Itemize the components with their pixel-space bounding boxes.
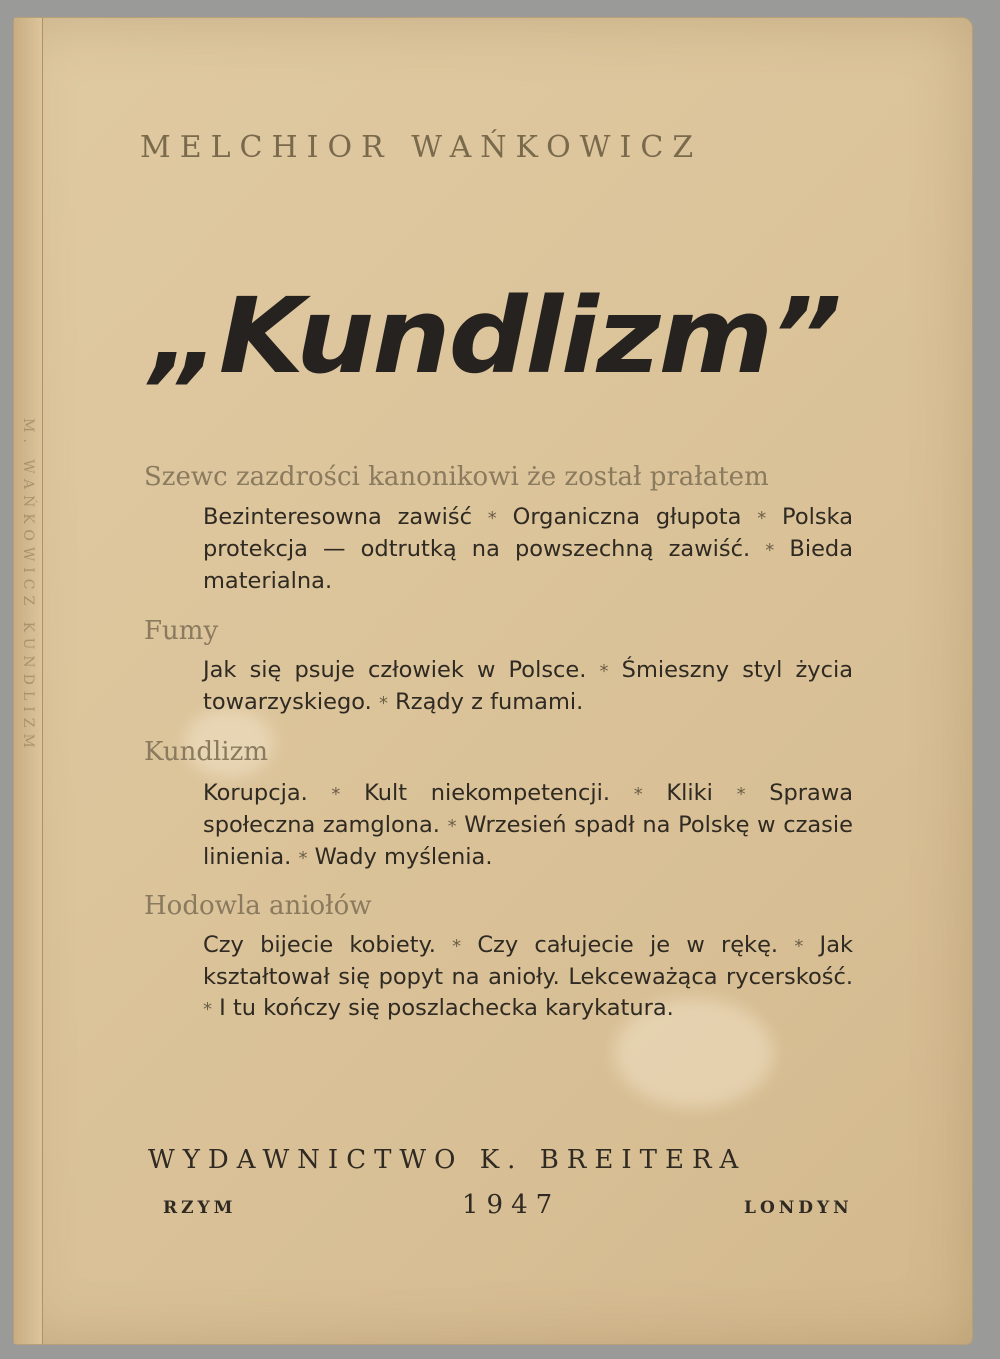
separator-star-icon: *	[378, 693, 388, 714]
svg-text:„Kundlizm”: „Kundlizm”	[145, 275, 840, 397]
section-heading-2: Fumy	[144, 616, 219, 646]
author-name: MELCHIOR WAŃKOWICZ	[140, 130, 703, 165]
section-body-4: Czy bijecie kobiety. * Czy całujecie je w rękę. * Jak kształtował się popyt na anioły. Lekceważąca rycerskość. * I tu kończy się poszlachecka karykatura.	[203, 932, 854, 1021]
section-body-1: Bezinteresowna zawiść * Organiczna głupota * Polska protekcja — odtrutką na powszechną zawiść. * Bieda materialna.	[203, 504, 853, 594]
separator-star-icon: *	[452, 936, 462, 957]
publication-year: 1947	[462, 1190, 561, 1220]
separator-star-icon: *	[633, 784, 643, 805]
spine-text: M. WAŃKOWICZ KUNDLIZM	[20, 418, 36, 754]
separator-star-icon: *	[203, 999, 212, 1020]
book-spine	[14, 18, 43, 1344]
place-london: LONDYN	[744, 1198, 853, 1218]
separator-star-icon: *	[757, 508, 767, 529]
separator-star-icon: *	[794, 936, 804, 957]
section-heading-4: Hodowla aniołów	[144, 891, 372, 921]
publisher-name: WYDAWNICTWO K. BREITERA	[148, 1145, 747, 1175]
section-body-2: Jak się psuje człowiek w Polsce. * Śmieszny styl życia towarzyskiego. * Rządy z fumami.	[203, 657, 853, 715]
separator-star-icon: *	[331, 784, 341, 805]
separator-star-icon: *	[298, 848, 308, 869]
separator-star-icon: *	[599, 661, 609, 682]
handwritten-title	[140, 262, 840, 412]
section-heading-1: Szewc zazdrości kanonikowi że został prałatem	[144, 462, 769, 492]
separator-star-icon: *	[736, 784, 746, 805]
separator-star-icon: *	[765, 540, 775, 561]
section-heading-3: Kundlizm	[144, 737, 268, 767]
place-rome: RZYM	[163, 1198, 237, 1218]
separator-star-icon: *	[447, 816, 457, 837]
separator-star-icon: *	[487, 508, 497, 529]
section-body-3: Korupcja. * Kult niekompetencji. * Kliki * Sprawa społeczna zamglona. * Wrzesień spadł na Polskę w czasie linienia. * Wady myślenia.	[203, 780, 854, 870]
